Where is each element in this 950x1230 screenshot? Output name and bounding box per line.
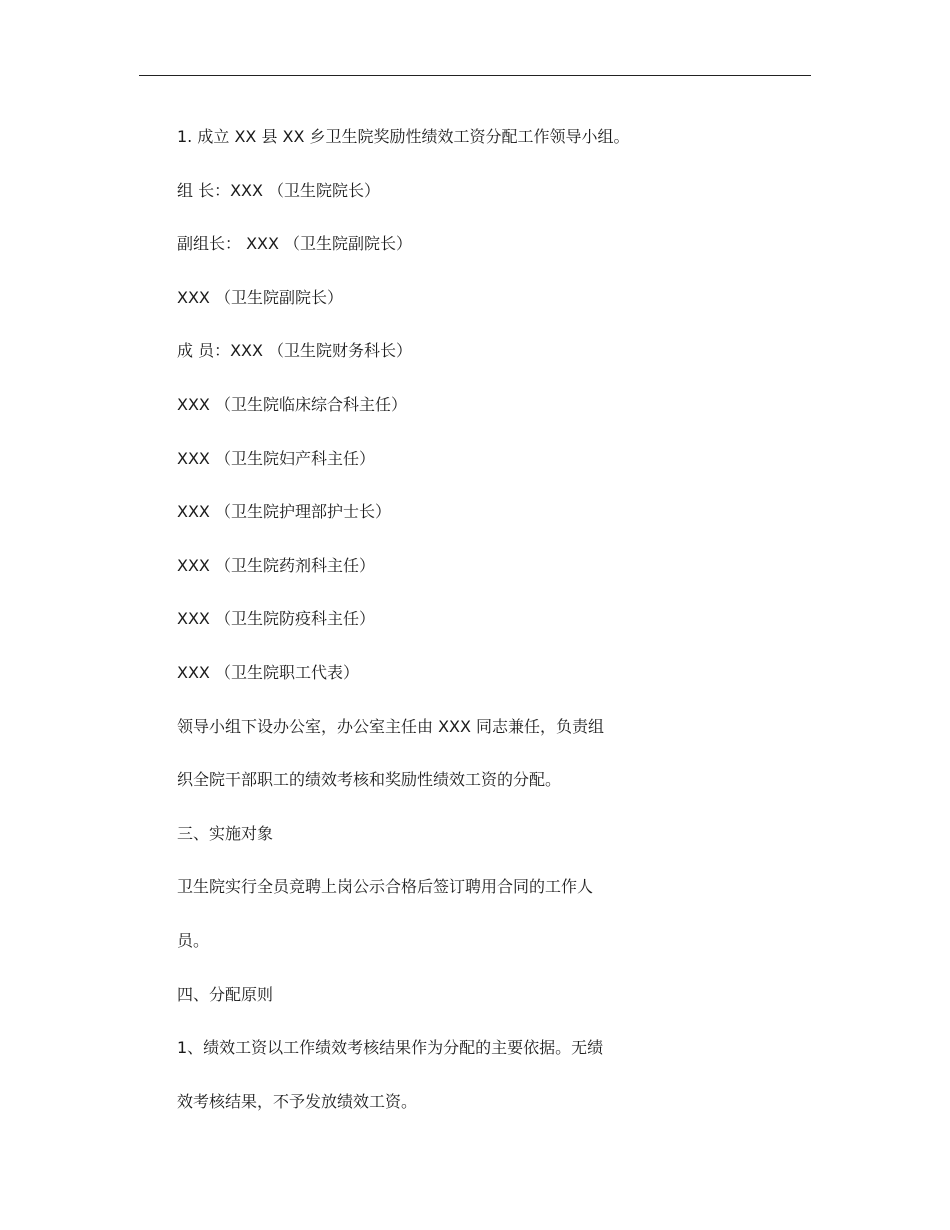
section-heading: 三、实施对象 — [177, 823, 274, 843]
header-rule — [139, 75, 811, 76]
text-line: 成 员：XXX （卫生院财务科长） — [177, 341, 413, 361]
text-line: 效考核结果，不予发放绩效工资。 — [177, 1091, 418, 1111]
text-line: 卫生院实行全员竞聘上岗公示合格后签订聘用合同的工作人 — [177, 877, 594, 897]
text-line: 1. 成立 XX 县 XX 乡卫生院奖励性绩效工资分配工作领导小组。 — [177, 127, 630, 146]
text-line: XXX （卫生院职工代表） — [177, 662, 359, 682]
text-line: XXX （卫生院护理部护士长） — [177, 502, 391, 522]
text-line: XXX （卫生院药剂科主任） — [177, 555, 375, 575]
text-line: 员。 — [177, 930, 210, 950]
text-line: XXX （卫生院妇产科主任） — [177, 448, 375, 468]
text-line: 组 长：XXX （卫生院院长） — [177, 180, 381, 200]
section-heading: 四、分配原则 — [177, 984, 274, 1004]
text-line: XXX （卫生院防疫科主任） — [177, 609, 375, 629]
text-line: 1、绩效工资以工作绩效考核结果作为分配的主要依据。无绩 — [177, 1038, 604, 1058]
document-body — [177, 124, 777, 1142]
text-line: 副组长： XXX （卫生院副院长） — [177, 234, 413, 254]
text-line: XXX （卫生院临床综合科主任） — [177, 394, 407, 414]
text-line: 领导小组下设办公室，办公室主任由 XXX 同志兼任，负责组 — [177, 716, 605, 736]
text-line: 织全院干部职工的绩效考核和奖励性绩效工资的分配。 — [177, 770, 562, 790]
text-line: XXX （卫生院副院长） — [177, 287, 343, 307]
